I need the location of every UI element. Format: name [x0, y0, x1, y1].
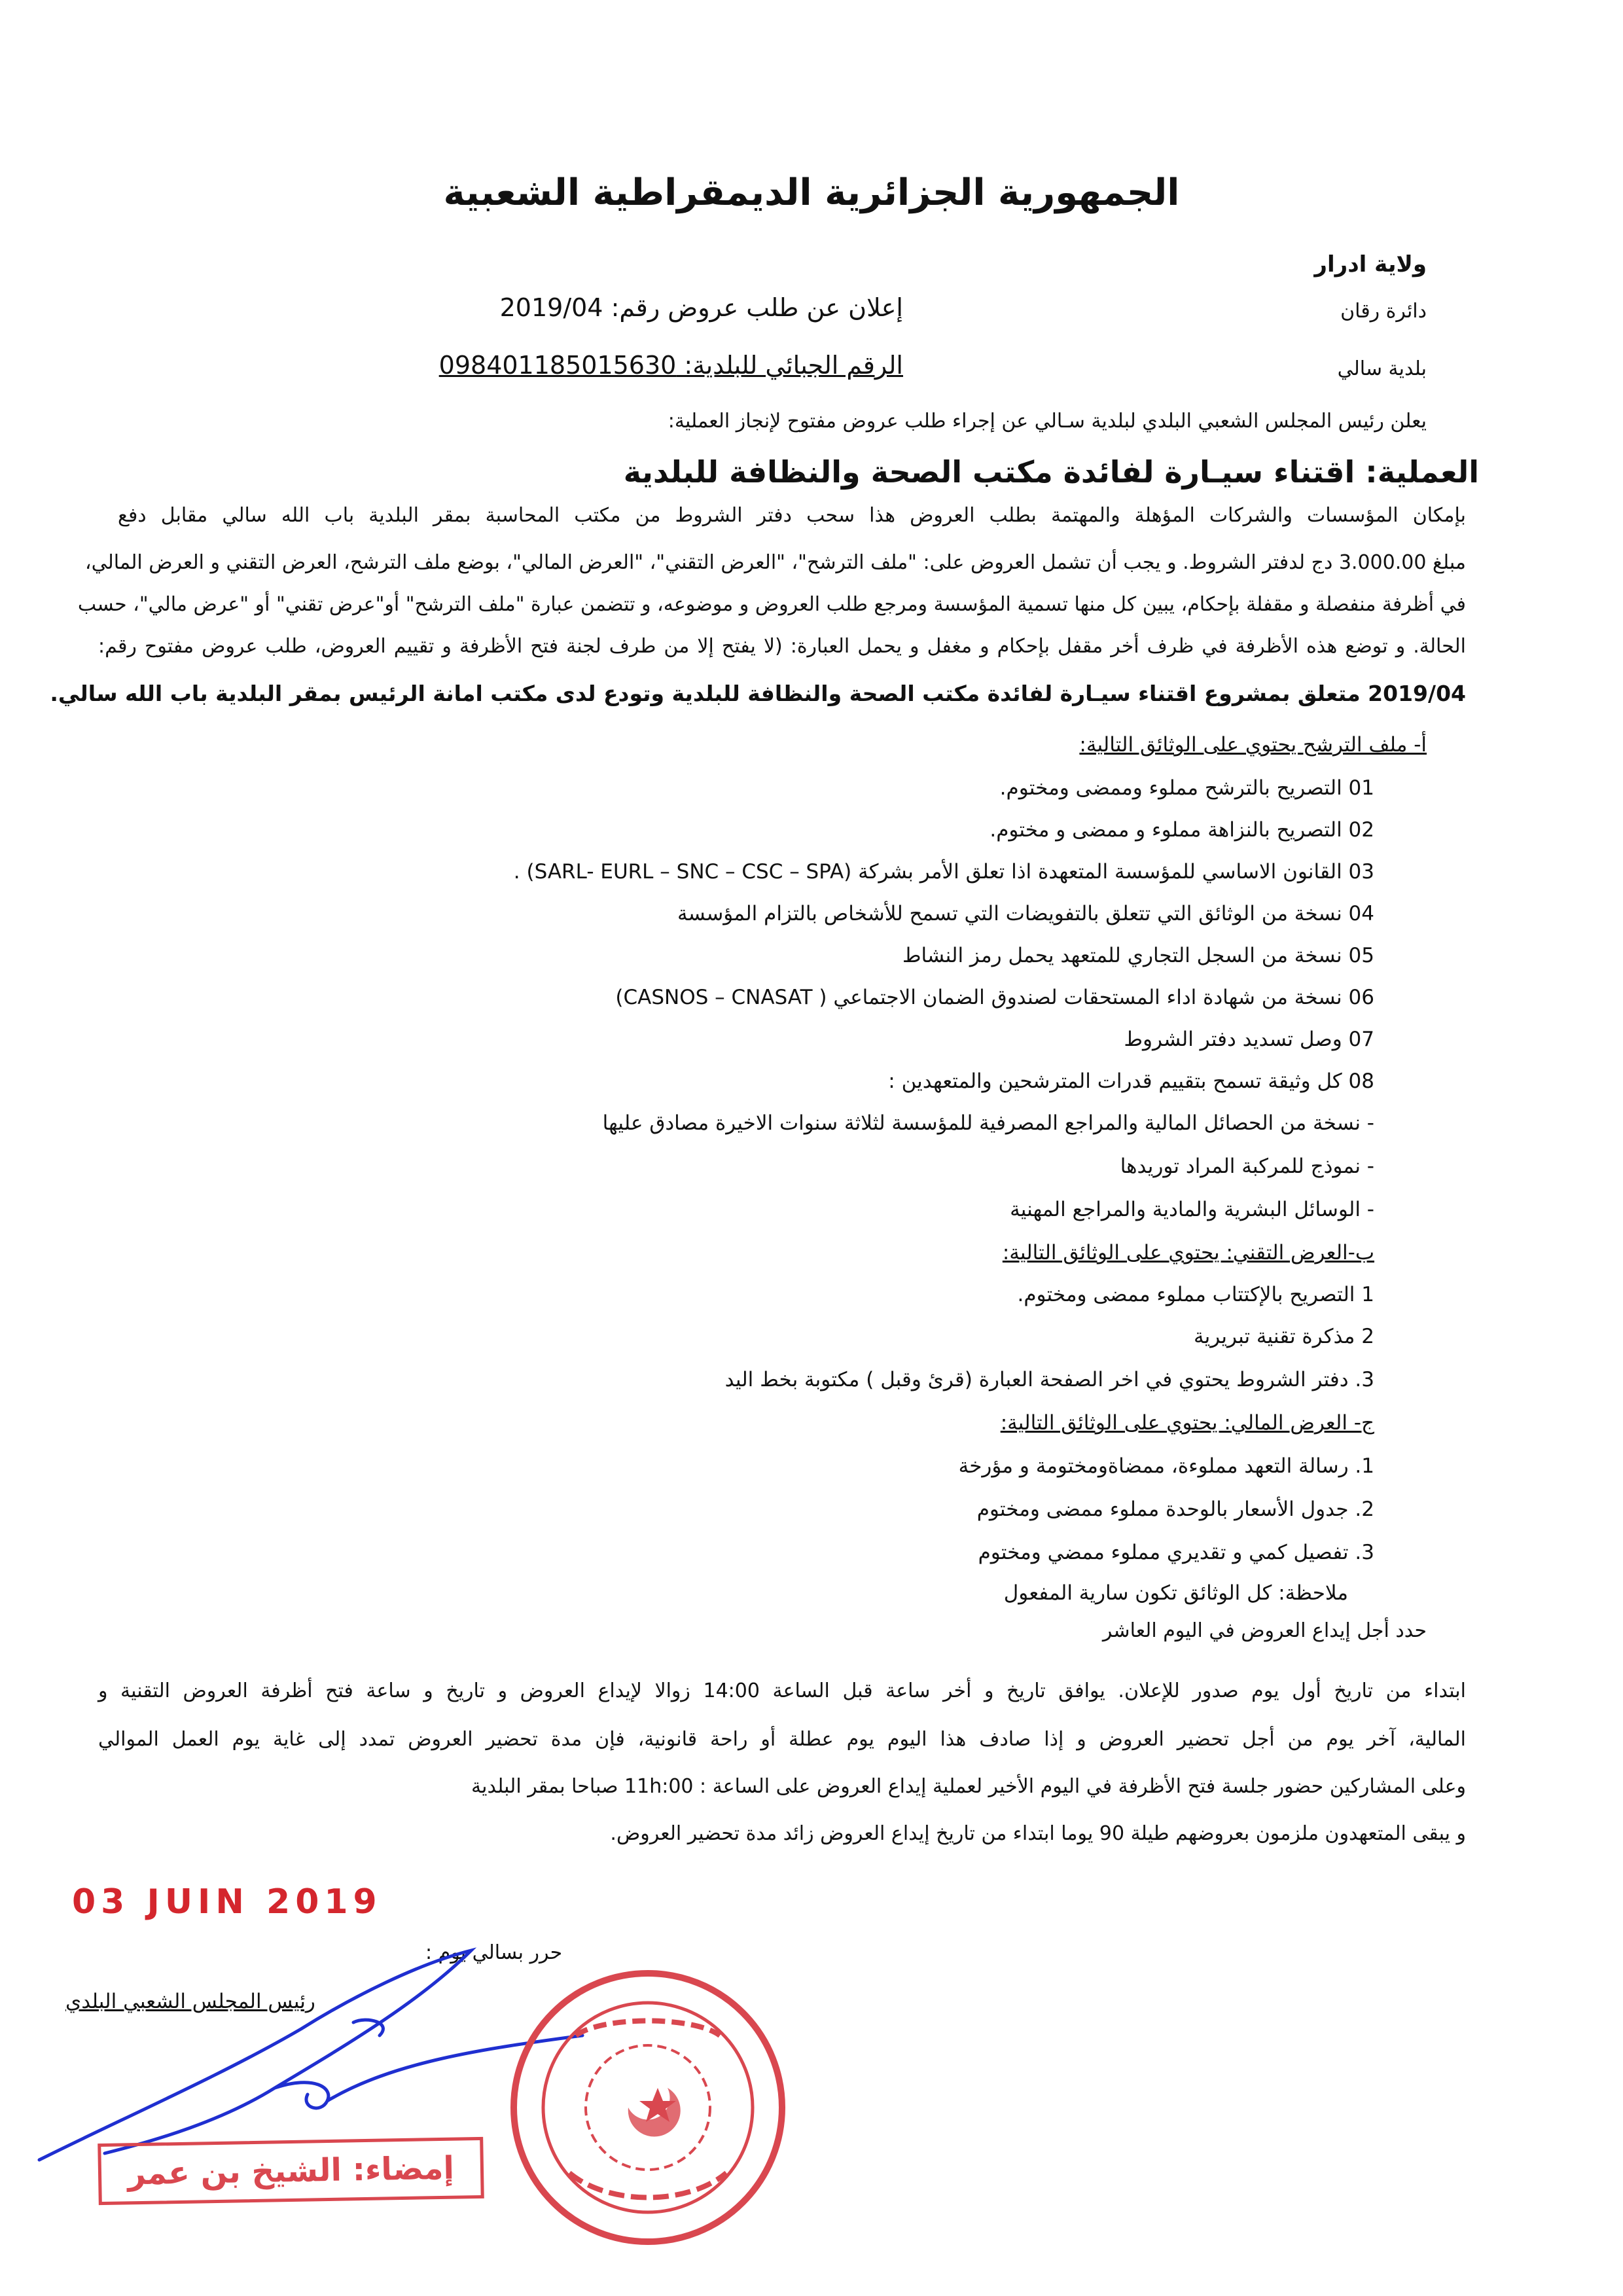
signatory-title-text: رئيس المجلس الشعبي البلدي [65, 1990, 315, 2013]
deadline-line: حدد أجل إيداع العروض في اليوم العاشر [1102, 1619, 1427, 1642]
section-b-item: 3. دفتر الشروط يحتوي في اخر الصفحة العبارة (قرئ وقبل ) مكتوبة بخط اليد [724, 1368, 1374, 1391]
done-at-label: حرر بسالي يوم : [425, 1941, 563, 1964]
section-a-item: 06 نسخة من شهادة اداء المستحقات لصندوق الضمان الاجتماعي ( CASNOS – CNASAT) [615, 986, 1374, 1009]
deadline-para-1: ابتداء من تاريخ أول يوم صدور للإعلان. يوافق تاريخ و أخر ساعة قبل الساعة 14:00 زوالا لإيداع العروض و تاريخ و ساعة فتح أظرفة العروض التقنية و [98, 1679, 1466, 1702]
section-c-note: ملاحظة: كل الوثائق تكون سارية المفعول [1003, 1581, 1348, 1605]
section-a-subitem: - نسخة من الحصائل المالية والمراجع المصرفية للمؤسسة لثلاثة سنوات الاخيرة مصادق عليها [602, 1111, 1374, 1135]
section-b-item: 1 التصريح بالإكتتاب مملوء ممضى ومختوم. [1017, 1283, 1374, 1306]
section-a-item: 03 القانون الاساسي للمؤسسة المتعهدة اذا تعلق الأمر بشركة (SARL- EURL – SNC – CSC – SPA) . [513, 860, 1374, 884]
operation-title: العملية: اقتناء سيـارة لفائدة مكتب الصحة والنظافة للبلدية [623, 454, 1479, 490]
paragraph-line-3: في أظرفة منفصلة و مقفلة بإحكام، يبين كل منها تسمية المؤسسة ومرجع طلب العروض و موضوعه، و تتضمن عبارة "ملف الترشح" أو"عرض تقني" أو "عرض مالي"، حسب [77, 593, 1466, 616]
deadline-para-4: و يبقى المتعهدون ملزمون بعروضهم طيلة 90 يوما ابتداء من تاريخ إيداع العروض زائد مدة تحضير العروض. [610, 1822, 1466, 1845]
republic-title: الجمهورية الجزائرية الديمقراطية الشعبية [443, 171, 1180, 214]
section-a-item: 08 كل وثيقة تسمح بتقييم قدرات المترشحين والمتعهدين : [888, 1069, 1374, 1093]
municipal-seal-icon [497, 1957, 798, 2258]
section-a-item: 01 التصريح بالترشح مملوء وممضى ومختوم. [999, 776, 1374, 800]
commune-label: بلدية سالي [1337, 357, 1427, 380]
signature-stamp: إمضاء: الشيخ بن عمر [98, 2137, 484, 2205]
tax-id [439, 351, 903, 380]
section-a-item: 05 نسخة من السجل التجاري للمتعهد يحمل رمز النشاط [902, 944, 1374, 967]
section-a-title-text: أ- ملف الترشح يحتوي على الوثائق التالية: [1079, 733, 1427, 757]
paragraph-line-1: بإمكان المؤسسات والشركات المؤهلة والمهتمة بطلب العروض هذا سحب دفتر الشروط من مكتب المحاسبة بمقر البلدية باب الله سالي مقابل دفع [118, 504, 1466, 527]
section-b-title-text: ب-العرض التقني: يحتوي على الوثائق التالية: [1002, 1241, 1374, 1265]
section-a-subitem: - الوسائل البشرية والمادية والمراجع المهنية [1010, 1198, 1374, 1221]
intro-line: يعلن رئيس المجلس الشعبي البلدي لبلدية سـالي عن إجراء طلب عروض مفتوح لإنجاز العملية: [668, 410, 1427, 433]
paragraph-line-2: مبلغ 3.000.00 دج لدفتر الشروط. و يجب أن تشمل العروض على: "ملف الترشح"، "العرض التقني"، "العرض المالي"، بوضع ملف الترشح، العرض التقني و العرض المالي، [84, 551, 1466, 574]
date-stamp: 03 JUIN 2019 [72, 1882, 382, 1922]
section-c-title-text: ج- العرض المالي: يحتوي على الوثائق التالية: [1000, 1411, 1374, 1435]
section-a-item: 02 التصريح بالنزاهة مملوء و ممضى و مختوم. [990, 818, 1374, 842]
daira-label: دائرة رقان [1340, 300, 1427, 323]
deadline-para-3: وعلى المشاركين حضور جلسة فتح الأظرفة في اليوم الأخير لعملية إيداع العروض على الساعة : 11h:00 صباحا بمقر البلدية [471, 1775, 1466, 1798]
section-a-subitem: - نموذج للمركبة المراد توريدها [1120, 1155, 1374, 1178]
section-b-title [1003, 1241, 1374, 1265]
section-a-item: 07 وصل تسديد دفتر الشروط [1124, 1028, 1374, 1051]
paragraph-line-5: 2019/04 متعلق بمشروع اقتناء سيـارة لفائدة مكتب الصحة والنظافة للبلدية وتودع لدى مكتب امانة الرئيس بمقر البلدية باب الله سالي. [50, 681, 1466, 706]
wilaya-label: ولاية ادرار [1314, 251, 1427, 278]
section-c-item: 1. رسالة التعهد مملوءة، ممضاةومختومة و مؤرخة [958, 1454, 1374, 1478]
section-c-title [1001, 1411, 1374, 1435]
deadline-para-2: المالية، آخر يوم من أجل تحضير العروض و إذا صادف هذا اليوم يوم عطلة أو راحة قانونية، فإن مدة تحضير العروض تمدد إلى غاية يوم العمل الموالي [98, 1728, 1466, 1751]
section-a-title [1079, 733, 1427, 757]
tax-id-text: الرقم الجبائي للبلدية: 098401185015630 [438, 351, 903, 380]
section-a-item: 04 نسخة من الوثائق التي تتعلق بالتفويضات التي تسمح للأشخاص بالتزام المؤسسة [677, 902, 1374, 925]
section-c-item: 2. جدول الأسعار بالوحدة مملوء ممضى ومختوم [976, 1498, 1374, 1521]
notice-title: إعلان عن طلب عروض رقم: 2019/04 [499, 293, 903, 322]
section-c-item: 3. تفصيل كمي و تقديري مملوء ممضي ومختوم [978, 1541, 1374, 1564]
paragraph-line-4: الحالة. و توضع هذه الأظرفة في ظرف أخر مقفل بإحكام و مغفل و يحمل العبارة: (لا يفتح إلا من طرف لجنة فتح الأظرفة و تقييم العروض، طلب عروض مفتوح رقم: [98, 635, 1466, 658]
section-b-item: 2 مذكرة تقنية تبريرية [1194, 1325, 1374, 1348]
